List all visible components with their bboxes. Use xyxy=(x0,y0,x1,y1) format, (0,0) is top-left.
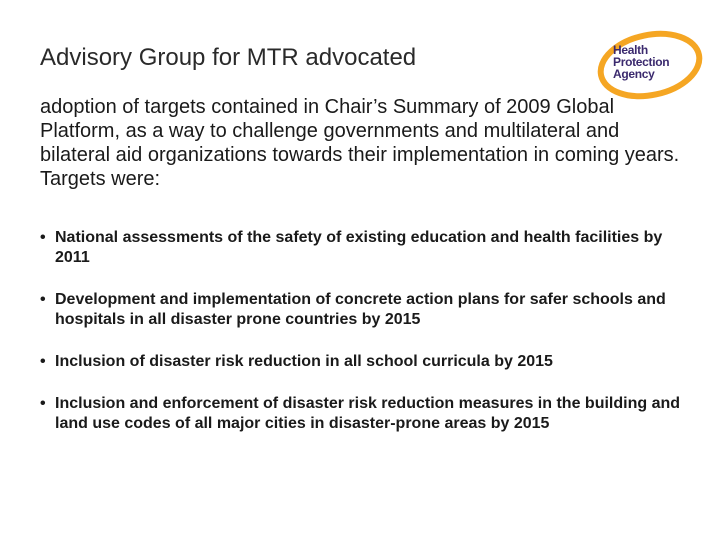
bullet-text: Inclusion of disaster risk reduction in all school curricula by 2015 xyxy=(55,353,553,370)
bullet-text: Development and implementation of concrete action plans for safer schools and hospitals in all disaster prone countries by 2015 xyxy=(55,291,666,328)
logo-line-agency: Agency xyxy=(613,67,655,81)
slide-title: Advisory Group for MTR advocated xyxy=(40,44,417,71)
health-protection-agency-logo xyxy=(596,30,708,100)
list-item xyxy=(40,290,690,330)
bullet-icon: • xyxy=(40,395,46,412)
logo-line-health: Health xyxy=(613,43,648,57)
list-item xyxy=(40,394,690,434)
logo-text xyxy=(613,44,669,80)
bullet-icon: • xyxy=(40,353,46,370)
bullet-text: National assessments of the safety of existing education and health facilities by 2011 xyxy=(55,229,663,266)
targets-list xyxy=(40,228,690,456)
logo-line-protection: Protection xyxy=(613,55,670,69)
list-item xyxy=(40,352,690,372)
list-item xyxy=(40,228,690,268)
bullet-icon: • xyxy=(40,291,46,308)
bullet-icon: • xyxy=(40,229,46,246)
bullet-text: Inclusion and enforcement of disaster risk reduction measures in the building and land use codes of all major cities in disaster-prone areas by 2015 xyxy=(55,395,681,432)
intro-paragraph: adoption of targets contained in Chair’s Summary of 2009 Global Platform, as a way to challenge governments and multilateral and bilateral aid organizations towards their implementation in coming years. Targets were: xyxy=(40,96,680,190)
